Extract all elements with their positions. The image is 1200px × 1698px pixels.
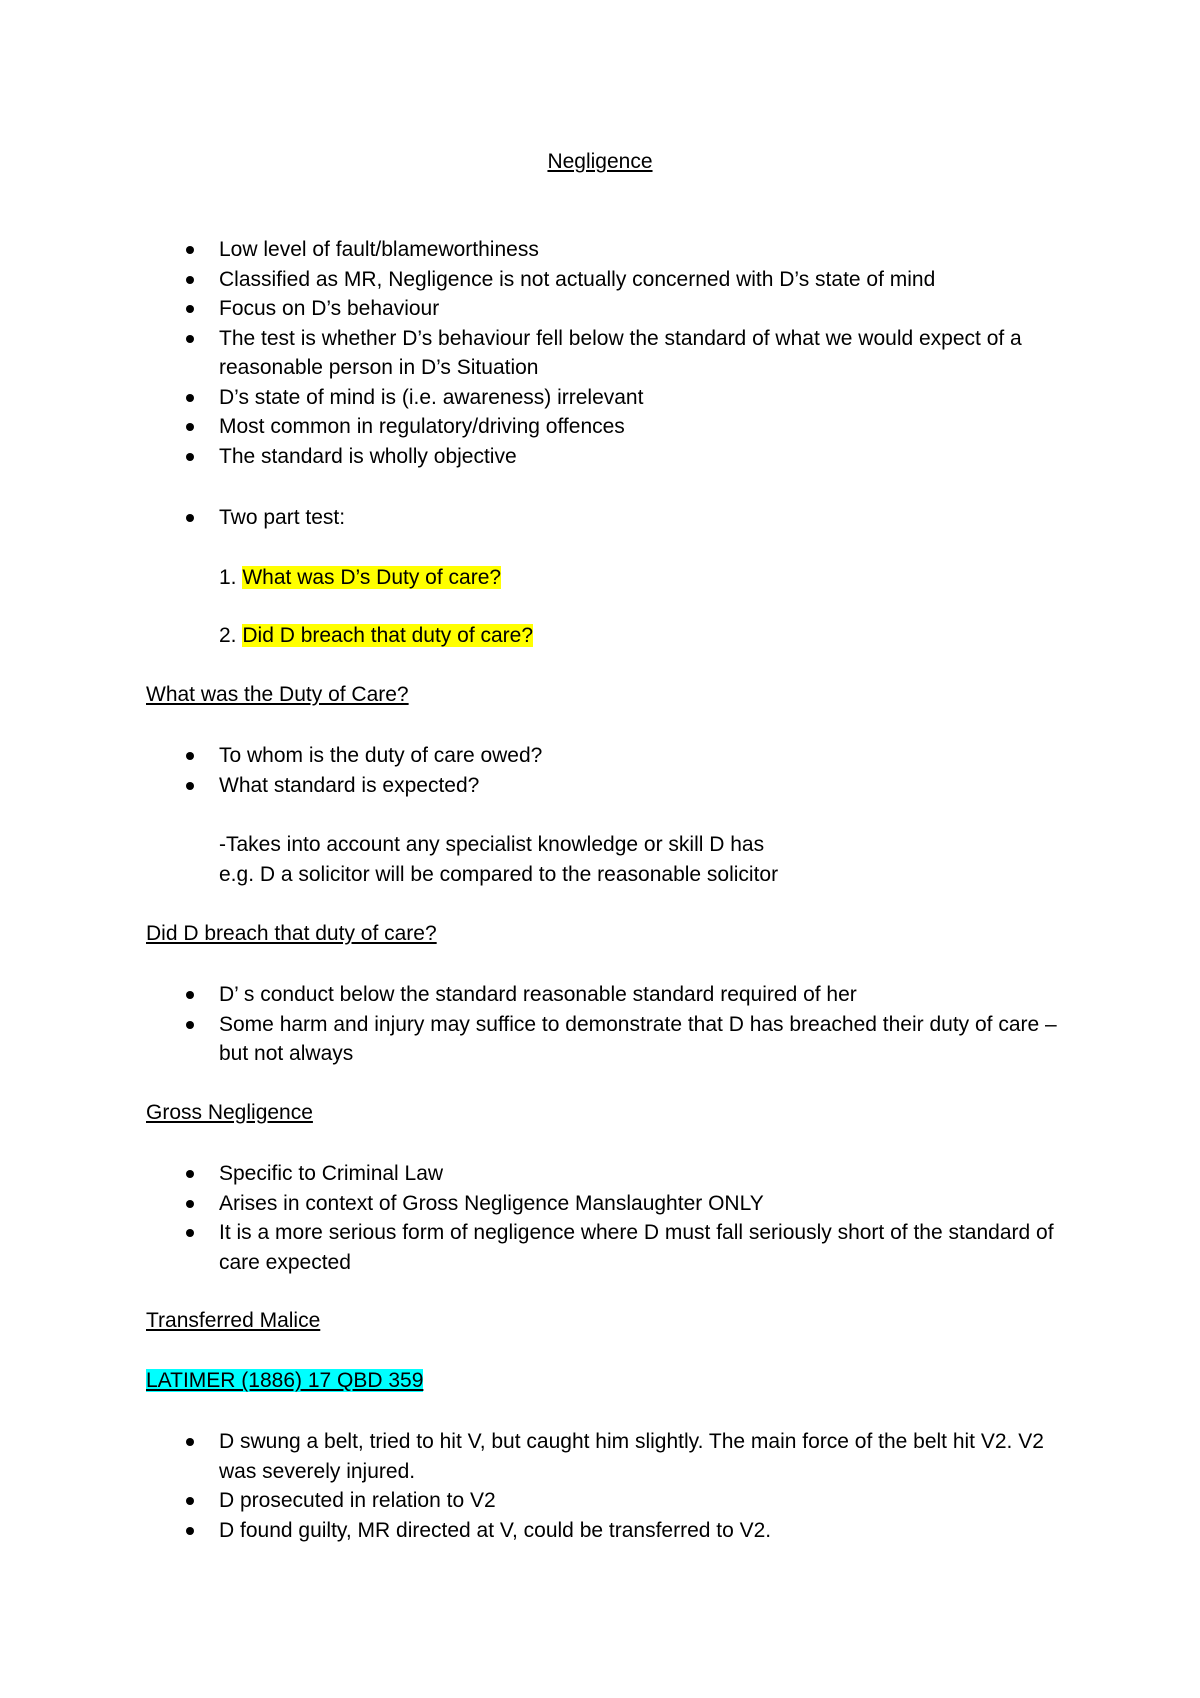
bullet-icon bbox=[186, 782, 194, 790]
list-item: Some harm and injury may suffice to demonstrate that D has breached their duty of care – but not always bbox=[186, 1010, 1066, 1069]
list-item: It is a more serious form of negligence where D must fall seriously short of the standard of care expected bbox=[186, 1218, 1066, 1277]
bullet-icon bbox=[186, 1021, 194, 1029]
transferred-bullet-list bbox=[186, 1427, 1066, 1545]
gross-bullet-list bbox=[186, 1159, 1066, 1277]
bullet-icon bbox=[186, 453, 194, 461]
section-heading-breach: Did D breach that duty of care? bbox=[146, 922, 437, 945]
bullet-icon bbox=[186, 276, 194, 284]
bullet-icon bbox=[186, 991, 194, 999]
bullet-icon bbox=[186, 1438, 194, 1446]
list-item: Focus on D’s behaviour bbox=[186, 294, 1066, 324]
bullet-icon bbox=[186, 305, 194, 313]
duty-note-line: e.g. D a solicitor will be compared to the reasonable solicitor bbox=[219, 863, 779, 886]
bullet-icon bbox=[186, 752, 194, 760]
list-item: Specific to Criminal Law bbox=[186, 1159, 1066, 1189]
bullet-icon bbox=[186, 514, 194, 522]
intro-bullet-list bbox=[186, 235, 1066, 471]
highlighted-case-citation: LATIMER (1886) 17 QBD 359 bbox=[146, 1369, 424, 1392]
bullet-icon bbox=[186, 1497, 194, 1505]
list-item: D found guilty, MR directed at V, could be transferred to V2. bbox=[186, 1516, 1066, 1546]
list-item: To whom is the duty of care owed? bbox=[186, 741, 1066, 771]
bullet-icon bbox=[186, 246, 194, 254]
bullet-icon bbox=[186, 1229, 194, 1237]
list-item: Most common in regulatory/driving offences bbox=[186, 412, 1066, 442]
duty-note-line: -Takes into account any specialist knowledge or skill D has bbox=[219, 833, 765, 856]
highlighted-question: Did D breach that duty of care? bbox=[242, 624, 534, 647]
list-item: Classified as MR, Negligence is not actually concerned with D’s state of mind bbox=[186, 265, 1066, 295]
list-item: D prosecuted in relation to V2 bbox=[186, 1486, 1066, 1516]
list-item: Arises in context of Gross Negligence Manslaughter ONLY bbox=[186, 1189, 1066, 1219]
list-item: The test is whether D’s behaviour fell below the standard of what we would expect of a reasonable person in D’s Situation bbox=[186, 324, 1066, 383]
section-heading-transferred: Transferred Malice bbox=[146, 1309, 321, 1332]
list-item: Low level of fault/blameworthiness bbox=[186, 235, 1066, 265]
list-item: What standard is expected? bbox=[186, 771, 1066, 801]
bullet-icon bbox=[186, 394, 194, 402]
list-item: Two part test: bbox=[186, 503, 1066, 533]
section-heading-duty: What was the Duty of Care? bbox=[146, 683, 409, 706]
list-item: The standard is wholly objective bbox=[186, 442, 1066, 472]
list-item: D swung a belt, tried to hit V, but caught him slightly. The main force of the belt hit V2. V2 was severely injured. bbox=[186, 1427, 1066, 1486]
two-part-bullet-list bbox=[186, 503, 1066, 533]
breach-bullet-list bbox=[186, 980, 1066, 1069]
list-item: D’ s conduct below the standard reasonable standard required of her bbox=[186, 980, 1066, 1010]
bullet-icon bbox=[186, 423, 194, 431]
numbered-item-2: 2. Did D breach that duty of care? bbox=[219, 624, 534, 647]
bullet-icon bbox=[186, 335, 194, 343]
duty-bullet-list bbox=[186, 741, 1066, 800]
list-item: D’s state of mind is (i.e. awareness) irrelevant bbox=[186, 383, 1066, 413]
bullet-icon bbox=[186, 1527, 194, 1535]
bullet-icon bbox=[186, 1200, 194, 1208]
document-title: Negligence bbox=[547, 150, 653, 173]
section-heading-gross: Gross Negligence bbox=[146, 1101, 313, 1124]
numbered-item-1: 1. What was D’s Duty of care? bbox=[219, 566, 502, 589]
highlighted-question: What was D’s Duty of care? bbox=[242, 566, 502, 589]
case-title bbox=[146, 1366, 423, 1396]
bullet-icon bbox=[186, 1170, 194, 1178]
